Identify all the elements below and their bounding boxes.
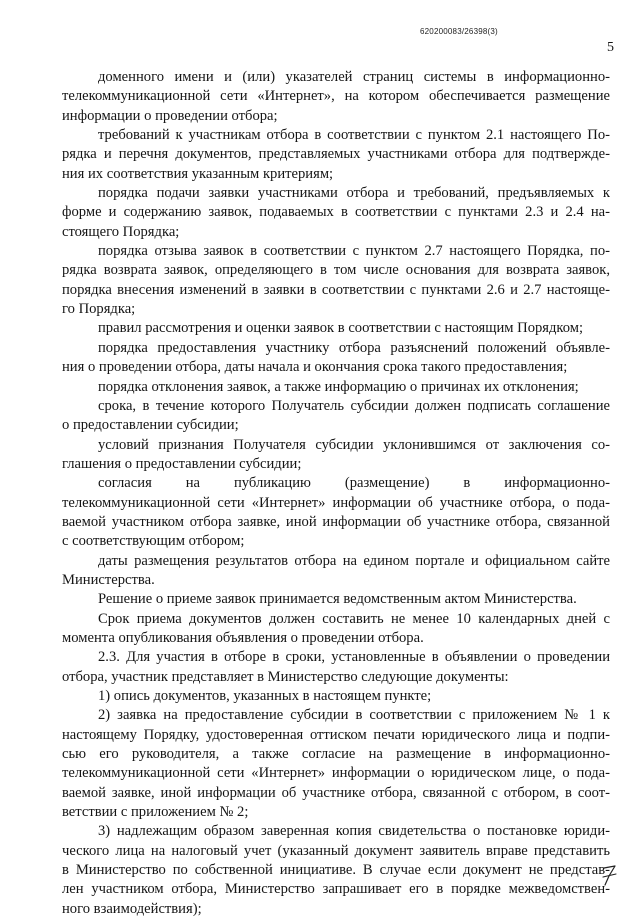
text-line: 1) опись документов, указанных в настоящем пункте; [98,688,432,704]
text-line: ния их соответствия указанным критериям; [62,165,334,182]
text-line: Министерства. [62,571,155,588]
document-body [62,68,610,919]
text-line: ния о проведении отбора, даты начала и окончания срока такого предоставления; [62,359,568,376]
text-line: телекоммуникационной сети «Интернет», на котором обеспечивается размещение [62,88,610,105]
text-line: порядка отзыва заявок в соответствии с пунктом 2.7 настоящего Порядка, по- [98,243,610,260]
text-line: отбора, участник представляет в Министерство следующие документы: [62,668,509,685]
text-line: рядка возврата заявок, определяющего в том числе основания для возврата заявок, [62,262,610,279]
initials-signature-mark [600,862,620,890]
text-line: стоящего Порядка; [62,223,180,240]
text-line: 2) заявка на предоставление субсидии в соответствии с приложением № 1 к [98,707,610,724]
text-line: Решение о приеме заявок принимается ведомственным актом Министерства. [98,591,577,608]
text-line: Срок приема документов должен составить не менее 10 календарных дней с [98,610,610,627]
text-line: о предоставлении субсидии; [62,417,239,434]
text-line: ветствии с приложением № 2; [62,804,249,821]
page-number: 5 [607,40,614,55]
text-line: порядка предоставления участнику отбора разъяснений положений объявле- [98,339,610,356]
text-line: доменного имени и (или) указателей страниц системы в информационно- [98,69,610,85]
text-line: порядка подачи заявки участниками отбора и требований, предъявляемых к [98,185,610,202]
document-code: 620200083/26398(3) [420,27,498,36]
text-line: согласия на публикацию (размещение) в информационно- [98,475,610,492]
text-line: в Министерство по собственной инициативе. В случае если документ не представ- [62,862,610,879]
text-line: форме и содержанию заявок, подаваемых в соответствии с пунктами 2.3 и 2.4 на- [62,204,610,221]
text-line: лен участником отбора, Министерство запрашивает его в порядке межведомствен- [62,881,610,898]
text-line: порядка внесения изменений в заявки в соответствии с пунктами 2.6 и 2.7 настояще- [62,281,610,298]
text-line: момента опубликования объявления о проведении отбора. [62,629,424,646]
text-line: ваемой заявке, иной информации об участнике отбора, связанной с отбором, в соот- [62,784,610,801]
text-line: ческого лица на налоговый учет (указанный документ заявитель вправе представить [62,842,610,859]
text-line: сью его руководителя, а также согласие на размещение в информационно- [62,746,610,763]
text-line: даты размещения результатов отбора на едином портале и официальном сайте [98,552,610,569]
text-line: ваемой участником отбора заявке, иной информации об участнике отбора, связанной [62,513,610,530]
text-line: ного взаимодействия); [62,900,202,917]
text-line: телекоммуникационной сети «Интернет» информации о юридическом лице, о пода- [62,765,610,782]
text-line: рядка и перечня документов, представляемых участниками отбора для подтвержде- [62,146,610,163]
text-line: с соответствующим отбором; [62,533,245,550]
text-line: требований к участникам отбора в соответствии с пунктом 2.1 настоящего По- [98,127,610,144]
text-line: срока, в течение которого Получатель субсидии должен подписать соглашение [98,397,610,414]
text-line: телекоммуникационной сети «Интернет» информации об участнике отбора, о пода- [62,494,610,511]
text-line: правил рассмотрения и оценки заявок в соответствии с настоящим Порядком; [98,320,584,337]
text-line: го Порядка; [62,301,136,318]
text-line: условий признания Получателя субсидии уклонившимся от заключения со- [98,436,610,453]
text-line: порядка отклонения заявок, а также информацию о причинах их отклонения; [98,378,579,395]
text-line: 3) надлежащим образом заверенная копия свидетельства о постановке юриди- [98,823,610,840]
text-line: глашения о предоставлении субсидии; [62,455,302,472]
text-line: настоящему Порядку, удостоверенная оттиском печати юридического лица и подпи- [62,726,610,743]
text-line: 2.3. Для участия в отборе в сроки, установленные в объявлении о проведении [98,649,610,666]
text-line: информации о проведении отбора; [62,107,278,124]
